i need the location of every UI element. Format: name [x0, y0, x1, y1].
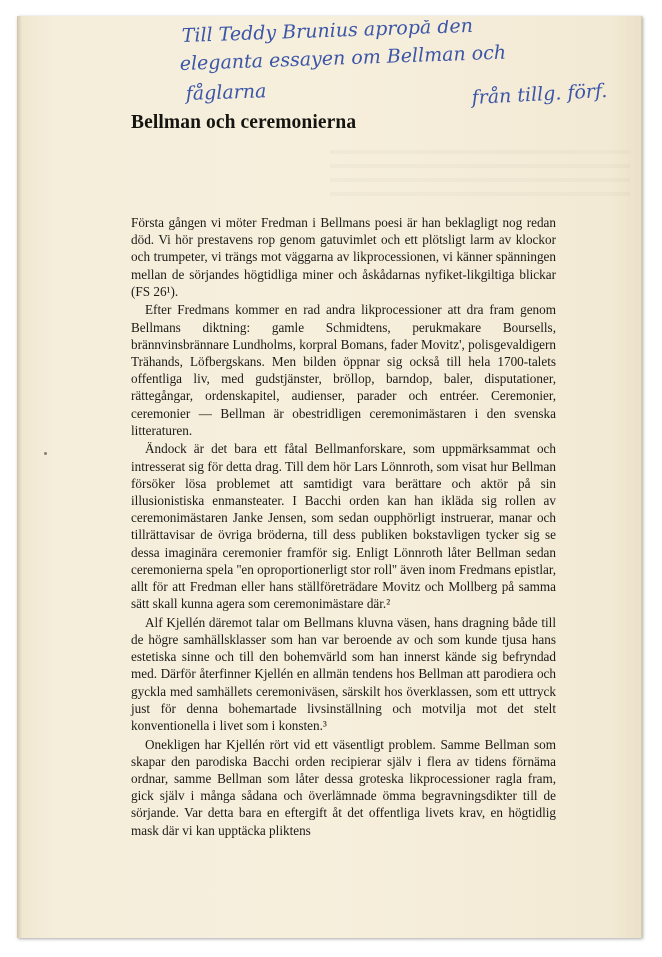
page-title: Bellman och ceremonierna	[131, 112, 357, 133]
handwriting-line-2: eleganta essayen om Bellman och	[180, 41, 507, 75]
paragraph-3: Ändock är det bara ett fåtal Bellmanforskare, som uppmärksammat och intresserat sig för detta drag. Till dem hör Lars Lönnroth, som visat hur Bellman försöker lösa problemet att samtidigt vara berättare och aktör på sin illusionistiska enmansteater. I Bacchi orden kan han ikläda sig rollen av ceremonimästaren Janke Jensen, som sedan oupphörligt instruerar, manar och tillrättavisar de övriga bröderna, till dess publiken bokstavligen tycker sig se dessa imaginära ceremonier framför sig. Enligt Lönnroth låter Bellman sedan ceremonierna spela ''en oproportionerligt stor roll'' även inom Fredmans epistlar, allt för att Fredman eller hans ställföreträdare Movitz och Mollberg på samma sätt skall kunna agera som ceremonimästare där.²	[131, 441, 556, 612]
show-through-text	[330, 150, 630, 200]
page-edge-shadow	[17, 16, 22, 938]
handwriting-line-1: Till Teddy Brunius apropå den	[181, 20, 474, 47]
paragraph-4: Alf Kjellén däremot talar om Bellmans kluvna väsen, hans dragning både till de högre samhällsklasser som han var beroende av och som kunde tjusa hans estetiska sinne och till den bohemvärld som han innerst kände sig befryndad med. Därför återfinner Kjellén en allmän tendens hos Bellman att parodiera och gyckla med samhällets ceremoniväsen, särskilt hos överklassen, som ett uttryck just för denna bohemartade livsinställning och motvilja mot det stelt konventionella i livet som i konsten.³	[131, 614, 556, 734]
body-text	[131, 214, 556, 840]
handwritten-dedication	[180, 20, 640, 112]
handwriting-svg	[180, 20, 640, 112]
paragraph-2: Efter Fredmans kommer en rad andra likprocessioner att dra fram genom Bellmans diktning: gamle Schmidtens, perukmakare Boursells, brännvinsbrännare Lundholms, korpral Bomans, fader Movitz', polisgevaldigern Trähands, Löfbergskans. Men bilden öppnar sig också till hela 1700-talets offentliga liv, med gudstjänster, bröllop, barndop, baler, disputationer, rättegångar, ordenskapitel, audienser, parader och entréer. Ceremonier, ceremonier — Bellman är obestridligen ceremonimästaren i den svenska litteraturen.	[131, 302, 556, 438]
handwriting-line-4: från tillg. förf.	[471, 79, 608, 109]
paragraph-1: Första gången vi möter Fredman i Bellmans poesi är han beklagligt nog redan död. Vi hör prestavens rop genom gatuvimlet och ett plötsligt larm av klockor och trumpeter, vi trängs mot väggarna av likprocessionen, vi känner spänningen mellan de sörjandes högtidliga miner och åskådarnas nyfiket-likgiltiga blickar (FS 26¹).	[131, 215, 556, 299]
margin-mark	[44, 452, 47, 455]
paragraph-5: Onekligen har Kjellén rört vid ett väsentligt problem. Samme Bellman som skapar den parodiska Bacchi orden recipierar själv i flera av tidens förnäma ordnar, samme Bellman som låter dessa groteska likprocessioner ragla fram, gick själv i många sådana och överlämnade ömma begravningsdikter till de sörjande. Var detta bara en eftergift åt det offentliga livets krav, en högtidlig mask där vi kan upptäcka pliktens	[131, 736, 556, 838]
handwriting-line-3: fåglarna	[185, 80, 267, 105]
